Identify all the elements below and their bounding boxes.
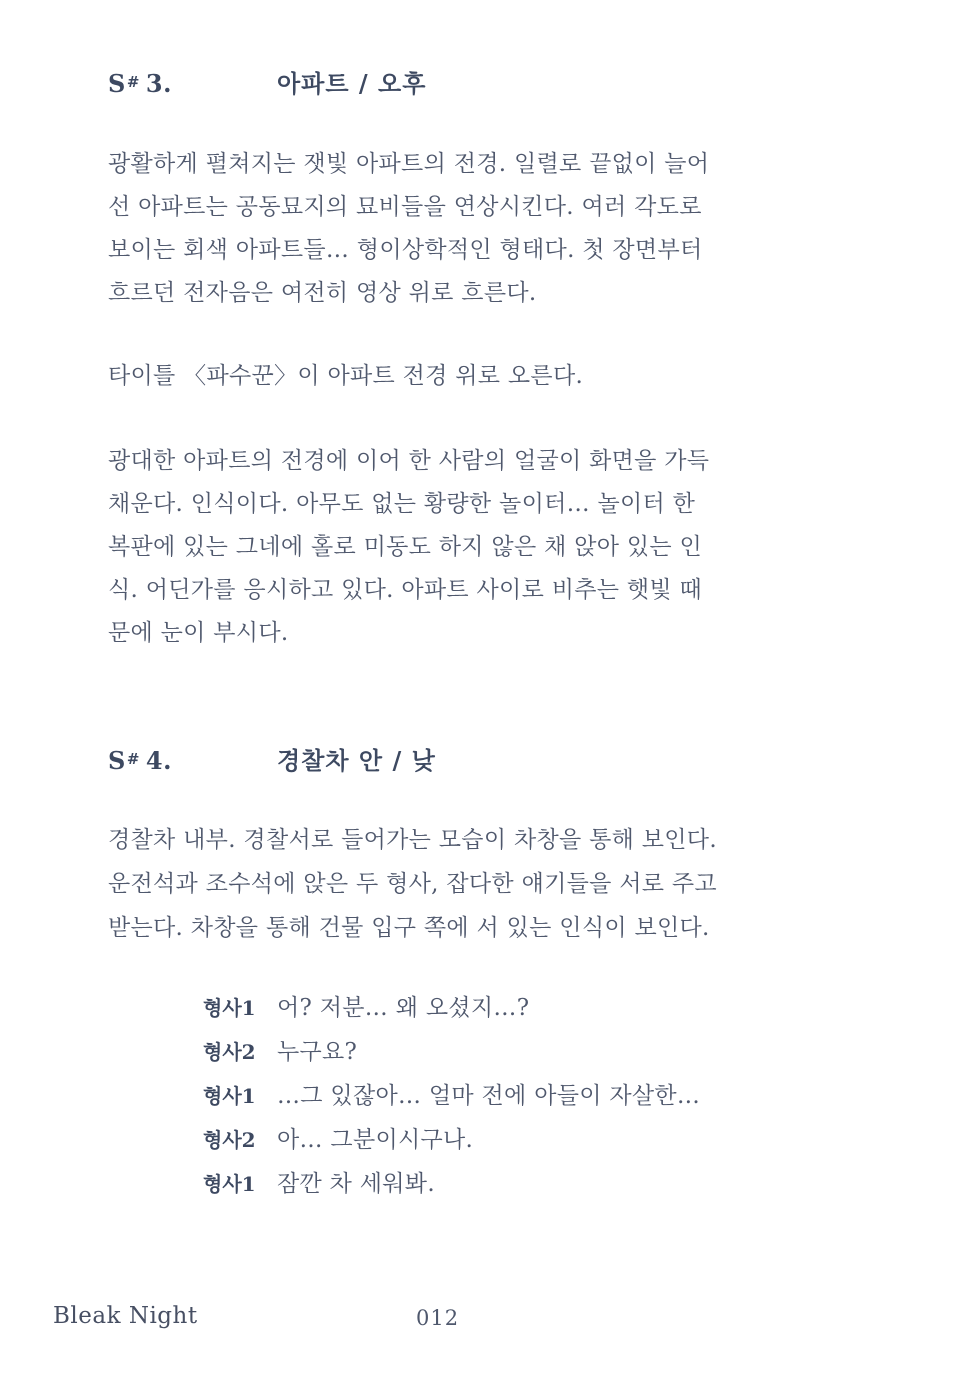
- dialogue-line: [203, 1033, 763, 1077]
- description-text-line: 흐르던 전자음은 여전히 영상 위로 흐른다.: [108, 280, 537, 306]
- speech-text: 어? 저분… 왜 오셨지…?: [277, 995, 530, 1021]
- page-number: 012: [416, 1306, 460, 1330]
- hash-symbol: #: [126, 750, 140, 768]
- description-text-line: 문에 눈이 부시다.: [108, 620, 289, 646]
- dialogue-line: [203, 1077, 763, 1121]
- speaker-name: 형사1: [203, 996, 256, 1020]
- scene-4-number: [108, 746, 277, 775]
- speaker-name: 형사1: [203, 1084, 256, 1108]
- description-text-line: 경찰차 내부. 경찰서로 들어가는 모습이 차창을 통해 보인다.: [108, 827, 717, 853]
- speaker-name: 형사2: [203, 1128, 256, 1152]
- speech-text: …그 있잖아… 얼마 전에 아들이 자살한…: [277, 1083, 701, 1109]
- dialogue-block: [203, 989, 763, 1209]
- speaker-name: 형사2: [203, 1040, 256, 1064]
- scene-number-value: 4.: [145, 746, 172, 775]
- scene-3-heading: [108, 64, 426, 96]
- scene-3-description: [108, 143, 708, 315]
- scene-4-heading: [108, 741, 436, 773]
- speech-text: 아… 그분이시구나.: [277, 1127, 474, 1153]
- description-text-line: 타이틀 〈파수꾼〉이 아파트 전경 위로 오른다.: [108, 363, 584, 389]
- title-card-description: [108, 355, 708, 398]
- description-text-line: 식. 어딘가를 응시하고 있다. 아파트 사이로 비추는 햇빛 때: [108, 577, 703, 603]
- scene-3-number: [108, 69, 277, 98]
- speaker-name: 형사1: [203, 1172, 256, 1196]
- scene-4-description: [108, 818, 717, 950]
- scene-4-title: 경찰차 안 / 낮: [277, 746, 436, 775]
- description-text-line: 운전석과 조수석에 앉은 두 형사, 잡다한 얘기들을 서로 주고: [108, 871, 717, 897]
- description-text-line: 선 아파트는 공동묘지의 묘비들을 연상시킨다. 여러 각도로: [108, 194, 702, 220]
- scene-number-prefix: S: [108, 69, 126, 98]
- speech-text: 잠깐 차 세워봐.: [277, 1171, 435, 1197]
- scene-3-title: 아파트 / 오후: [277, 69, 427, 98]
- footer-title: Bleak Night: [53, 1303, 198, 1329]
- description-text-line: 보이는 회색 아파트들… 형이상학적인 형태다. 첫 장면부터: [108, 237, 703, 263]
- description-text-line: 받는다. 차창을 통해 건물 입구 쪽에 서 있는 인식이 보인다.: [108, 915, 710, 941]
- scene-3-description-2: [108, 440, 708, 655]
- description-text-line: 광대한 아파트의 전경에 이어 한 사람의 얼굴이 화면을 가득: [108, 448, 710, 474]
- scene-number-prefix: S: [108, 746, 126, 775]
- dialogue-line: [203, 1121, 763, 1165]
- speech-text: 누구요?: [277, 1039, 358, 1065]
- description-text-line: 채운다. 인식이다. 아무도 없는 황량한 놀이터… 놀이터 한: [108, 491, 696, 517]
- dialogue-line: [203, 1165, 763, 1209]
- description-text-line: 복판에 있는 그네에 홀로 미동도 하지 않은 채 앉아 있는 인: [108, 534, 703, 560]
- hash-symbol: #: [126, 73, 140, 91]
- description-text-line: 광활하게 펼쳐지는 잿빛 아파트의 전경. 일렬로 끝없이 늘어: [108, 151, 710, 177]
- dialogue-line: [203, 989, 763, 1033]
- scene-number-value: 3.: [145, 69, 172, 98]
